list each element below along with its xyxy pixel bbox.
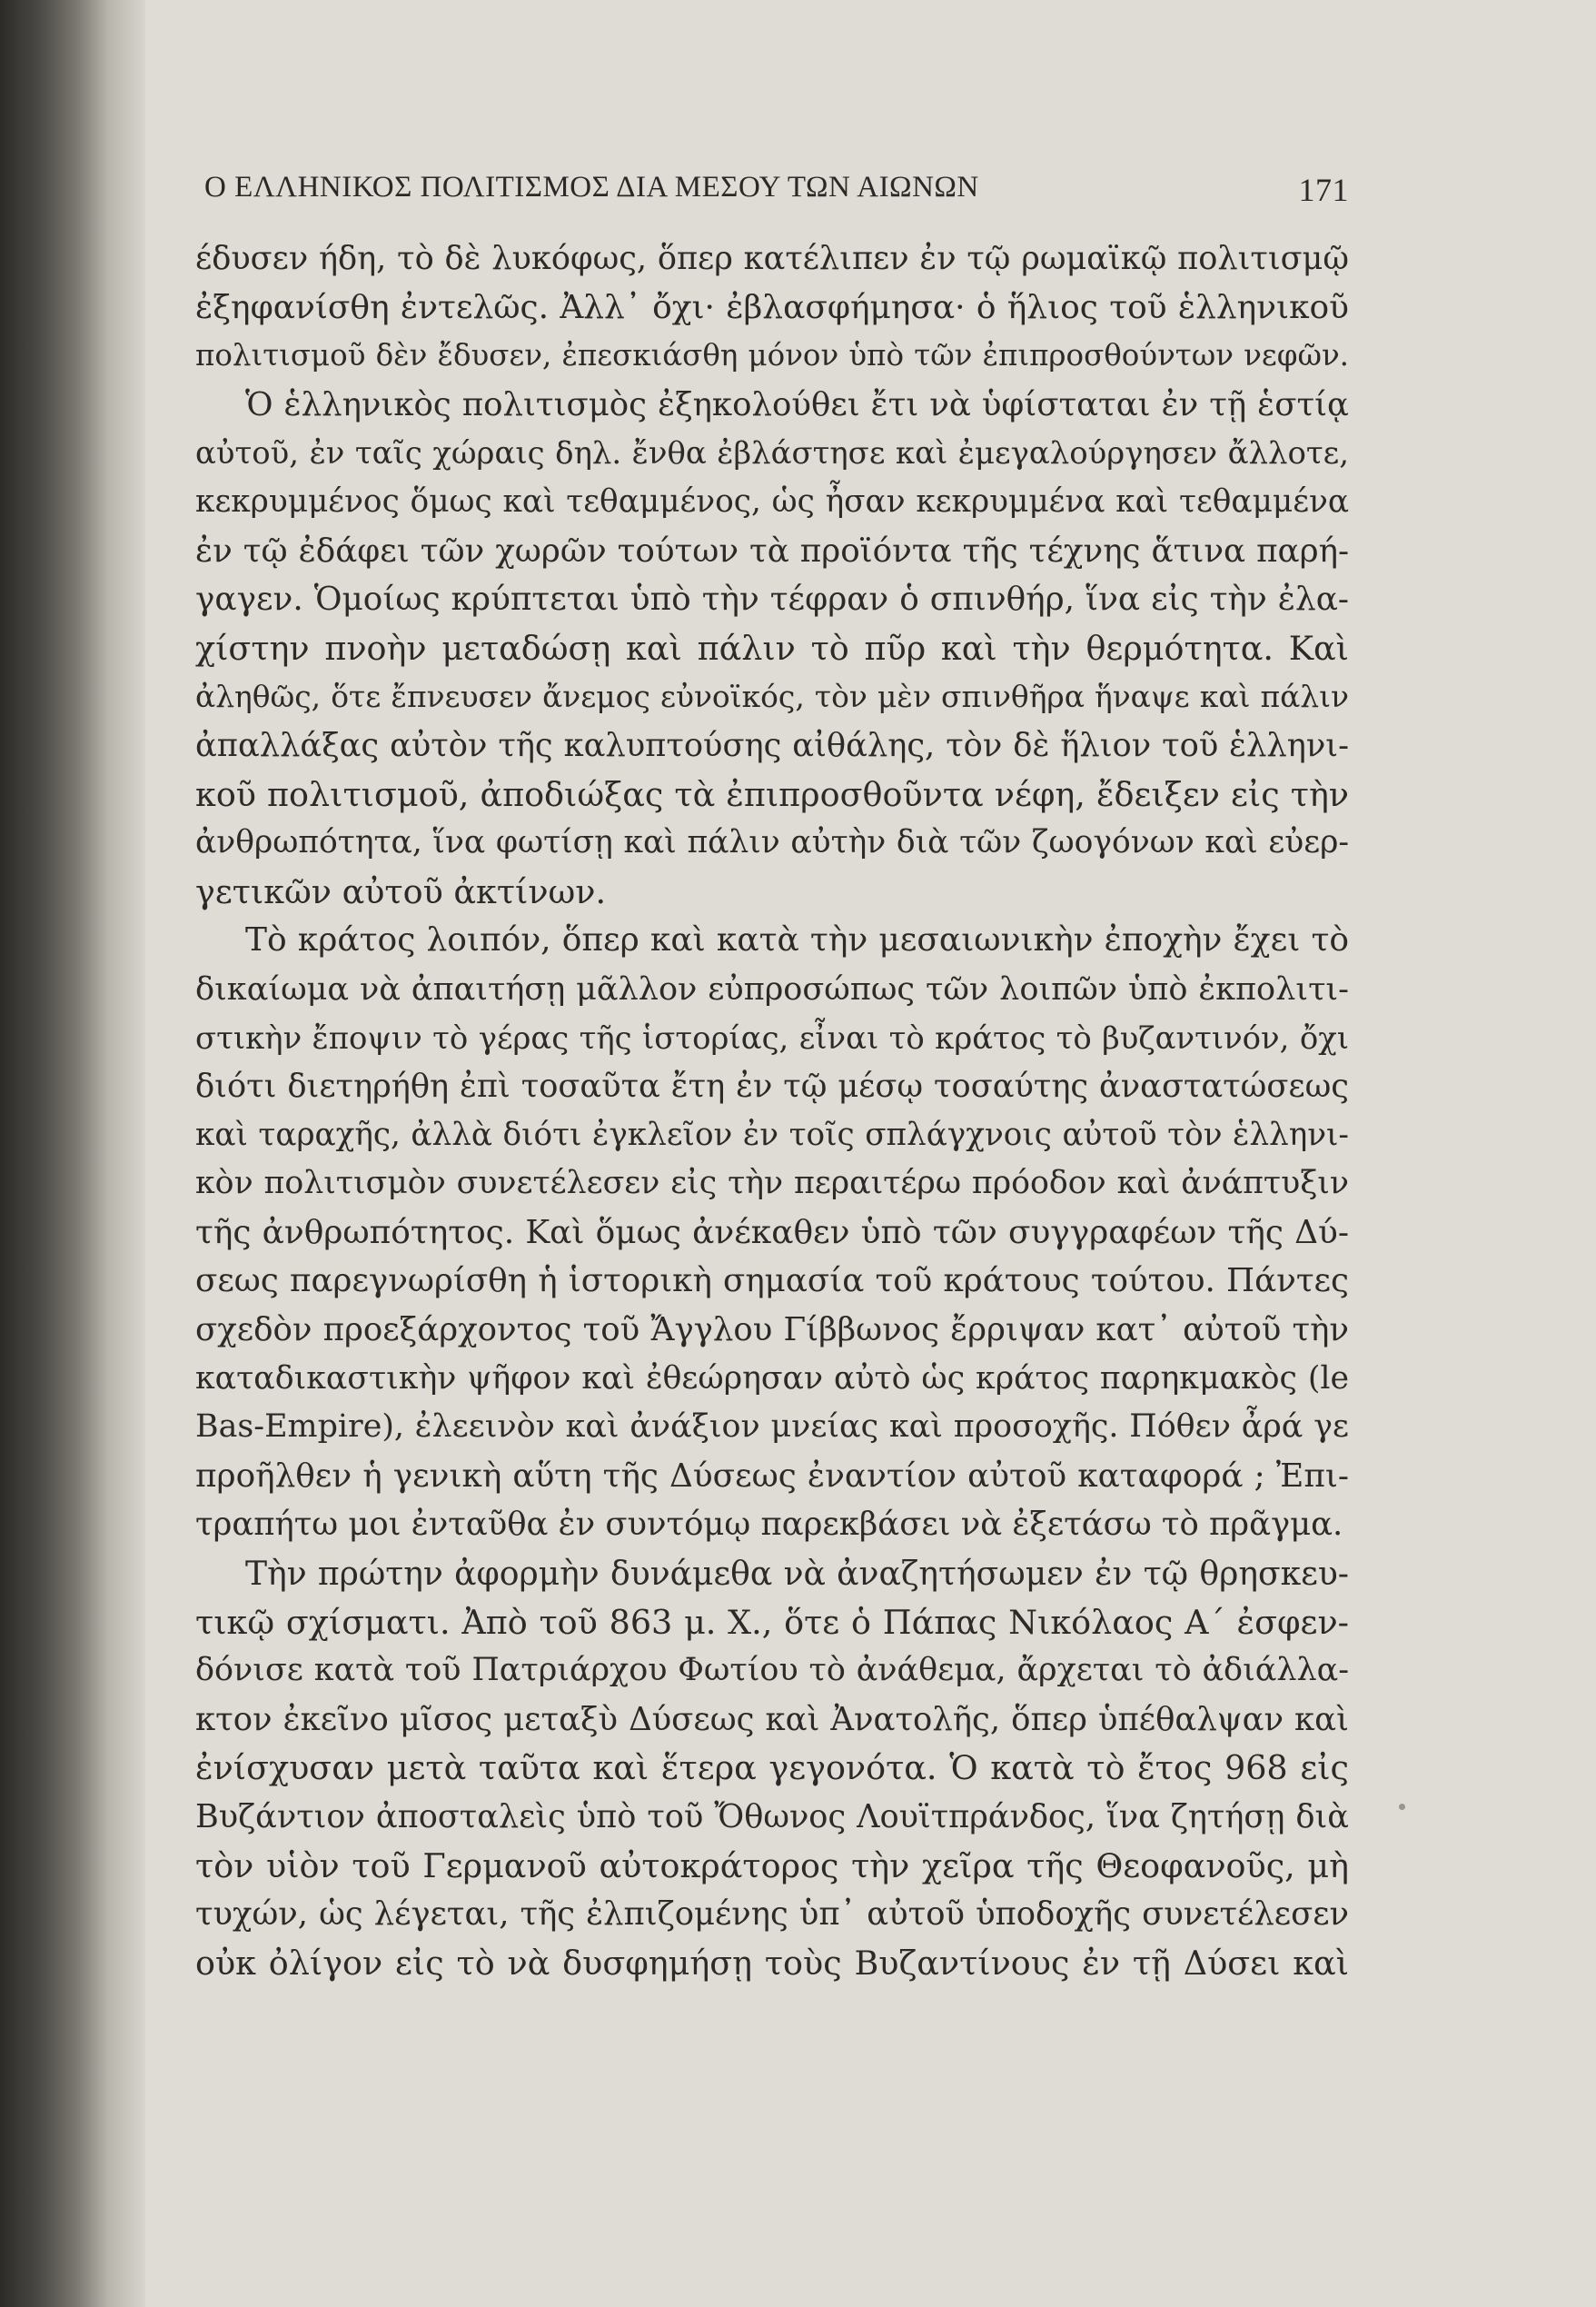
text-line: ἀληθῶς, ὅτε ἔπνευσεν ἄνεμος εὐνοϊκός, τὸν μὲν σπινθῆρα ἥναψε καὶ πάλιν xyxy=(195,679,1349,715)
text-line: Βυζάντιον ἀποσταλεὶς ὑπὸ τοῦ Ὄθωνος Λουϊτπράνδος, ἵνα ζητήσῃ διὰ xyxy=(195,1798,1349,1835)
text-line: Ὁ ἑλληνικὸς πολιτισμὸς ἐξηκολούθει ἔτι νὰ ὑφίσταται ἐν τῇ ἑστίᾳ xyxy=(245,385,1349,423)
text-line: σεως παρεγνωρίσθη ἡ ἱστορικὴ σημασία τοῦ κράτους τούτου. Πάντες xyxy=(195,1262,1349,1300)
text-line: γετικῶν αὐτοῦ ἀκτίνων. xyxy=(195,871,607,911)
text-line: ἀπαλλάξας αὐτὸν τῆς καλυπτούσης αἰθάλης, τὸν δὲ ἥλιον τοῦ ἑλληνι- xyxy=(195,726,1349,764)
text-line: τικῷ σχίσματι. Ἀπὸ τοῦ 863 μ. Χ., ὅτε ὁ Πάπας Νικόλαος Α΄ ἐσφεν- xyxy=(195,1602,1349,1642)
text-line: ἐν τῷ ἐδάφει τῶν χωρῶν τούτων τὰ προϊόντα τῆς τέχνης ἅτινα παρή- xyxy=(195,532,1349,570)
text-line: κὸν πολιτισμὸν συνετέλεσεν εἰς τὴν περαιτέρω πρόοδον καὶ ἀνάπτυξιν xyxy=(195,1165,1349,1202)
running-head-title: Ο ΕΛΛΗΝΙΚΟΣ ΠΟΛΙΤΙΣΜΟΣ ΔΙΑ ΜΕΣΟΥ ΤΩΝ ΑΙΩΝΩΝ xyxy=(204,171,979,204)
page-number: 171 xyxy=(1298,172,1349,208)
text-line: κτον ἐκεῖνο μῖσος μεταξὺ Δύσεως καὶ Ἀνατολῆς, ὅπερ ὑπέθαλψαν καὶ xyxy=(195,1700,1349,1738)
text-line: Τὴν πρώτην ἀφορμὴν δυνάμεθα νὰ ἀναζητήσωμεν ἐν τῷ θρησκευ- xyxy=(245,1554,1349,1594)
text-line: προῆλθεν ἡ γενικὴ αὕτη τῆς Δύσεως ἐναντίον αὐτοῦ καταφορά ; Ἐπι- xyxy=(195,1457,1349,1495)
text-line: έδυσεν ήδη, τὸ δὲ λυκόφως, ὅπερ κατέλιπεν ἐν τῷ ρωμαϊκῷ πολιτισμῷ xyxy=(195,240,1349,277)
text-line: σχεδὸν προεξάρχοντος τοῦ Ἄγγλου Γίββωνος ἔρριψαν κατ᾽ αὐτοῦ τὴν xyxy=(195,1311,1349,1349)
text-line: οὐκ ὀλίγον εἰς τὸ νὰ δυσφημήσῃ τοὺς Βυζαντίνους ἐν τῇ Δύσει καὶ xyxy=(195,1943,1349,1983)
text-line: κεκρυμμένος ὅμως καὶ τεθαμμένος, ὡς ἦσαν κεκρυμμένα καὶ τεθαμμένα xyxy=(195,482,1349,520)
text-line: δόνισε κατὰ τοῦ Πατριάρχου Φωτίου τὸ ἀνάθεμα, ἄρχεται τὸ ἀδιάλλα- xyxy=(195,1652,1349,1689)
text-line: τῆς ἀνθρωπότητος. Καὶ ὅμως ἀνέκαθεν ὑπὸ τῶν συγγραφέων τῆς Δύ- xyxy=(195,1213,1349,1251)
text-line: γαγεν. Ὁμοίως κρύπτεται ὑπὸ τὴν τέφραν ὁ σπινθήρ, ἵνα εἰς τὴν ἐλα- xyxy=(195,581,1349,619)
binding-edge xyxy=(109,0,145,2307)
running-head xyxy=(204,171,1349,216)
text-line: ἐνίσχυσαν μετὰ ταῦτα καὶ ἕτερα γεγονότα. Ὁ κατὰ τὸ ἔτος 968 εἰς xyxy=(195,1748,1349,1788)
text-line: τὸν υἱὸν τοῦ Γερμανοῦ αὐτοκράτορος τὴν χεῖρα τῆς Θεοφανοῦς, μὴ xyxy=(195,1845,1349,1885)
text-line: κοῦ πολιτισμοῦ, ἀποδιώξας τὰ ἐπιπροσθοῦντα νέφη, ἔδειξεν εἰς τὴν xyxy=(195,774,1349,814)
paper-spot xyxy=(1399,1804,1405,1810)
text-line: διότι διετηρήθη ἐπὶ τοσαῦτα ἔτη ἐν τῷ μέσῳ τοσαύτης ἀναστατώσεως xyxy=(195,1068,1349,1106)
text-line: στικὴν ἔποψιν τὸ γέρας τῆς ἱστορίας, εἶναι τὸ κράτος τὸ βυζαντινόν, ὄχι xyxy=(195,1019,1349,1056)
text-line: ἐξηφανίσθη ἐντελῶς. Ἀλλ᾽ ὄχι· ἐβλασφήμησα· ὁ ἥλιος τοῦ ἑλληνικοῦ xyxy=(195,288,1349,326)
text-line: δικαίωμα νὰ ἀπαιτήσῃ μᾶλλον εὐπροσώπως τῶν λοιπῶν ὑπὸ ἐκπολιτι- xyxy=(195,970,1349,1008)
text-line: πολιτισμοῦ δὲν ἔδυσεν, ἐπεσκιάσθη μόνον ὑπὸ τῶν ἐπιπροσθούντων νεφῶν. xyxy=(195,338,1349,373)
text-line: καὶ ταραχῆς, ἀλλὰ διότι ἐγκλεῖον ἐν τοῖς σπλάγχνοις αὐτοῦ τὸν ἑλληνι- xyxy=(195,1116,1349,1153)
text-line: καταδικαστικὴν ψῆφον καὶ ἐθεώρησαν αὐτὸ ὡς κράτος παρηκμακὸς (le xyxy=(195,1359,1349,1397)
body-text xyxy=(195,234,1349,1987)
book-binding-shadow xyxy=(0,0,109,2307)
text-line: τυχών, ὡς λέγεται, τῆς ἐλπιζομένης ὑπ᾽ αὐτοῦ ὑποδοχῆς συνετέλεσεν xyxy=(195,1895,1349,1934)
text-line: Τὸ κράτος λοιπόν, ὅπερ καὶ κατὰ τὴν μεσαιωνικὴν ἐποχὴν ἔχει τὸ xyxy=(245,921,1349,960)
text-line: ἀνθρωπότητα, ἵνα φωτίσῃ καὶ πάλιν αὐτὴν διὰ τῶν ζωογόνων καὶ εὐερ- xyxy=(195,824,1349,861)
text-line: αὐτοῦ, ἐν ταῖς χώραις δηλ. ἔνθα ἐβλάστησε καὶ ἐμεγαλούργησεν ἄλλοτε, xyxy=(195,435,1349,472)
text-line: Bas-Empire), ἐλεεινὸν καὶ ἀνάξιον μνείας καὶ προσοχῆς. Πόθεν ἆρά γε xyxy=(195,1408,1349,1446)
text-line: τραπήτω μοι ἐνταῦθα ἐν συντόμῳ παρεκβάσει νὰ ἐξετάσω τὸ πρᾶγμα. xyxy=(195,1506,1343,1544)
text-line: χίστην πνοὴν μεταδώσῃ καὶ πάλιν τὸ πῦρ καὶ τὴν θερμότητα. Καὶ xyxy=(195,628,1349,668)
